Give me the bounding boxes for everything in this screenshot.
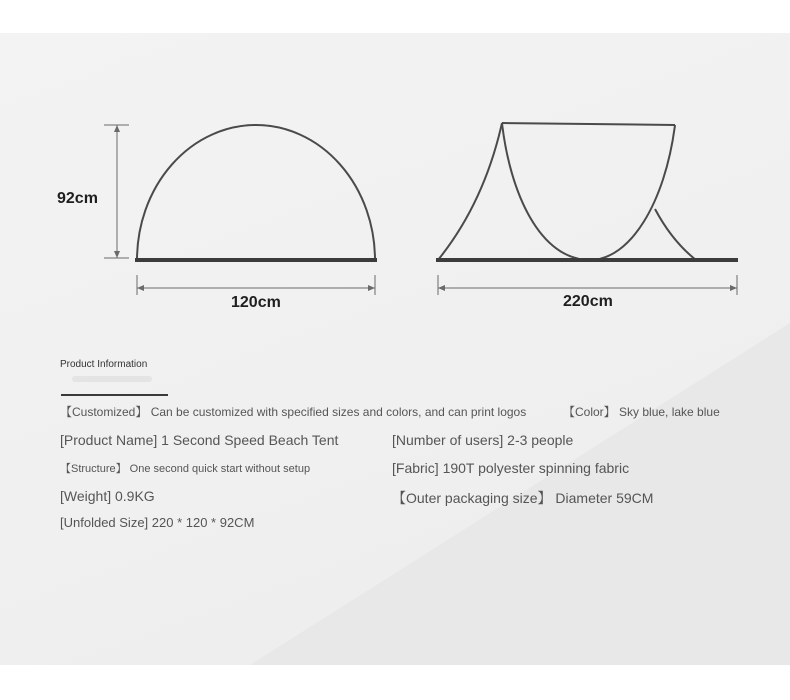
outer-packaging-text: 【Outer packaging size】 Diameter 59CM xyxy=(392,490,654,506)
tent-diagram xyxy=(0,33,790,333)
side-left-pole xyxy=(438,123,502,260)
arrow-right-icon xyxy=(730,285,737,291)
height-label: 92cm xyxy=(57,190,98,207)
arrow-left-icon xyxy=(137,285,144,291)
side-top-edge xyxy=(502,123,675,125)
arrow-up-icon xyxy=(114,125,120,132)
arrow-right-icon xyxy=(368,285,375,291)
unfolded-size-text: [Unfolded Size] 220 * 120 * 92CM xyxy=(60,515,255,530)
structure-text: 【Structure】 One second quick start without setup xyxy=(60,463,311,475)
arrow-down-icon xyxy=(114,251,120,258)
front-view xyxy=(104,125,377,295)
side-view xyxy=(436,123,738,295)
length-label: 220cm xyxy=(563,293,613,310)
color-text: 【Color】 Sky blue, lake blue xyxy=(563,405,720,419)
product-name-text: [Product Name] 1 Second Speed Beach Tent xyxy=(60,432,339,448)
side-main-arc xyxy=(502,123,675,260)
width-label: 120cm xyxy=(231,294,281,311)
front-dome-outline xyxy=(137,125,375,260)
title-shadow xyxy=(72,376,152,382)
side-rear-panel xyxy=(655,209,696,260)
arrow-left-icon xyxy=(438,285,445,291)
product-panel xyxy=(0,33,790,665)
weight-text: [Weight] 0.9KG xyxy=(60,488,155,504)
number-of-users-text: [Number of users] 2-3 people xyxy=(392,432,574,448)
customized-text: 【Customized】 Can be customized with specified sizes and colors, and can print logos xyxy=(60,405,527,419)
fabric-text: [Fabric] 190T polyester spinning fabric xyxy=(392,460,630,476)
product-info-title: Product Information xyxy=(60,359,148,370)
title-underline xyxy=(61,394,168,396)
